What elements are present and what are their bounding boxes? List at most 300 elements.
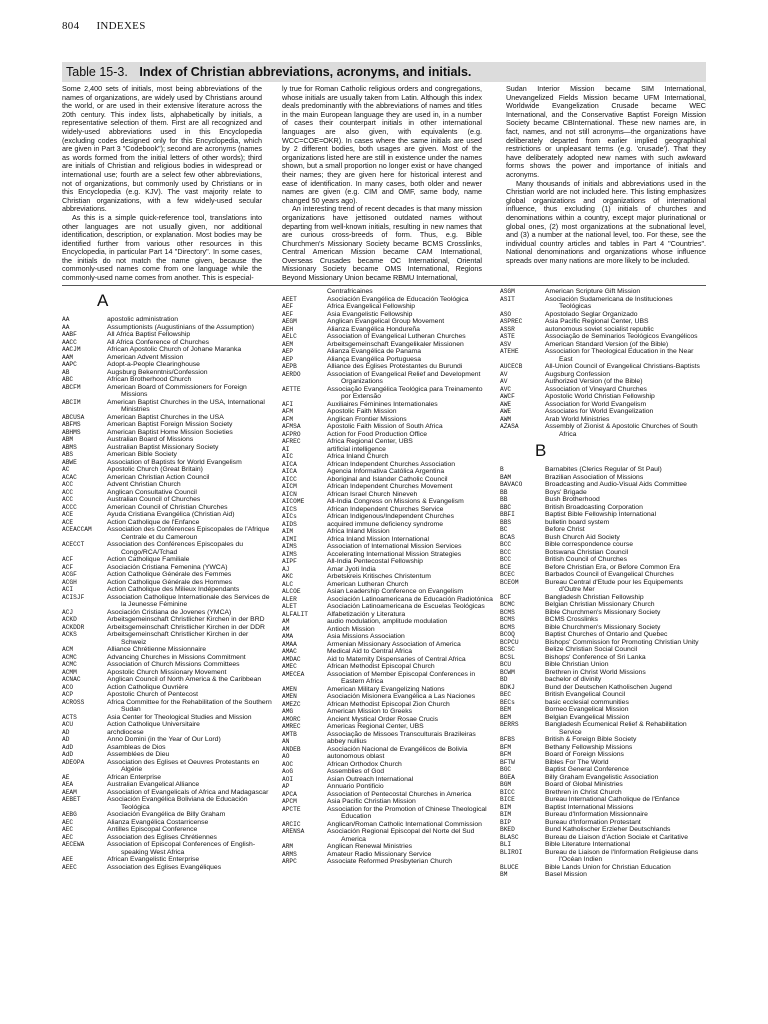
index-entry: [500, 541, 706, 549]
entry-abbreviation: AETTE: [282, 385, 301, 393]
index-entry: [282, 731, 494, 739]
entry-abbreviation: BFTW: [500, 758, 515, 766]
entry-abbreviation: AIPF: [282, 558, 297, 565]
entry-name: Africa Inland Mission: [327, 528, 390, 535]
entry-name: Action for Food Production Office: [327, 430, 427, 438]
index-entry: [62, 669, 272, 677]
entry-abbreviation: BBC: [500, 503, 512, 511]
entry-name: Apostolic Faith Mission: [327, 408, 397, 415]
index-entry: [282, 453, 494, 461]
entry-name: Africa Inland Church: [327, 453, 389, 460]
entry-abbreviation: AEA: [62, 781, 74, 788]
entry-abbreviation: ACP: [62, 691, 74, 698]
index-entry: [282, 723, 494, 731]
entry-name: Asociación Cristiana de Jovenes (YMCA): [107, 608, 232, 616]
index-entry: [282, 641, 494, 649]
entry-name: Brazilian Association of Missions: [545, 473, 644, 481]
entry-abbreviation: BLI: [500, 841, 512, 848]
entry-name: Bangladesh Ecumenical Relief & Rehabilitation Service: [545, 721, 687, 736]
entry-name: Alianza Evangélica Hondureña: [327, 325, 420, 333]
index-entry: [62, 751, 272, 759]
entry-abbreviation: ACAC: [62, 473, 77, 481]
entry-abbreviation: BLASC: [500, 833, 519, 841]
entry-abbreviation: ABM: [62, 436, 74, 443]
entry-abbreviation: AdD: [62, 751, 74, 758]
entry-abbreviation: AP: [282, 783, 290, 790]
index-entry: [282, 326, 494, 334]
entry-abbreviation: AEGM: [282, 318, 297, 325]
entry-abbreviation: AMEN: [282, 693, 297, 700]
index-column-2: [282, 288, 494, 866]
entry-abbreviation: ASIT: [500, 295, 515, 303]
index-entry: [62, 496, 272, 504]
index-entry: [500, 804, 706, 812]
entry-abbreviation: AZASA: [500, 423, 519, 430]
index-entry: [62, 361, 272, 369]
index-entry: [282, 648, 494, 656]
index-entry: [500, 714, 706, 722]
index-entry: [500, 341, 706, 349]
index-entry: [500, 834, 706, 842]
entry-abbreviation: AMTB: [282, 730, 297, 738]
index-entry: [282, 551, 494, 559]
intro-text: [62, 85, 706, 286]
entry-name: Association of Evangelicals of Africa and Madagascar: [107, 788, 269, 796]
index-entry: [282, 513, 494, 521]
entry-abbreviation: ABMS: [62, 443, 77, 451]
entry-name: Asia Missions Association: [327, 633, 405, 640]
entry-abbreviation: AMAC: [282, 648, 297, 655]
index-entry: [500, 699, 706, 707]
entry-abbreviation: AMAA: [282, 640, 297, 648]
index-entry: [500, 849, 706, 864]
entry-abbreviation: AICOME: [282, 498, 305, 505]
entry-name: British Council of Churches: [545, 556, 627, 563]
entry-name: abbey nullius: [327, 738, 367, 745]
index-entry: [500, 466, 706, 474]
entry-abbreviation: AN: [282, 738, 290, 745]
index-entry: [500, 796, 706, 804]
entry-name: Association des Conférences Episcopales du Congo/RCA/Tchad: [107, 541, 244, 556]
index-entry: [62, 451, 272, 459]
entry-name: American Lutheran Church: [327, 580, 409, 588]
entry-abbreviation: ABHMS: [62, 428, 81, 436]
index-entry: [500, 393, 706, 401]
index-entry: [500, 496, 706, 504]
entry-abbreviation: BCEC: [500, 571, 515, 578]
index-entry: [282, 791, 494, 799]
entry-abbreviation: AdD: [62, 743, 74, 751]
index-entry: [282, 783, 494, 791]
index-entry: [62, 811, 272, 819]
entry-abbreviation: AEC: [62, 826, 74, 833]
entry-abbreviation: AE: [62, 773, 70, 781]
entry-abbreviation: ABC: [62, 376, 74, 383]
entry-abbreviation: AFM: [282, 415, 294, 423]
entry-name: African Orthodox Church: [327, 760, 402, 768]
entry-abbreviation: APCA: [282, 790, 297, 798]
entry-name: American Scripture Gift Mission: [545, 288, 641, 295]
entry-abbreviation: BGM: [500, 781, 512, 788]
entry-abbreviation: ACEACCAM: [62, 526, 92, 533]
entry-name: Antioch Mission: [327, 625, 375, 633]
entry-name: Asociación Sudamericana de Instituciones Teológicas: [545, 295, 673, 310]
intro-paragraph: ly true for Roman Catholic religious orders and congregations, whose initials are usually taken from Latin. Although this index deals predominantly with the abbreviations of names and titles in the main European language they are used in, in a number of cases their counterpart initials in other international languages are also given, with equivalents (e.g. WCC=COE=OKR). In cases where the same initials are used by 2 different bodies, both usages are given. Most of the organizations listed here are still in existence under the names shown, but a small proportion no longer exist or have changed their names; they are given here for historical interest and ease of identification. In many cases, both older and newer names are given (e.g. CIM and OMF, same body, name changed 50 years ago).: [282, 84, 482, 205]
entry-name: American Standard Version (of the Bible): [545, 340, 669, 348]
entry-abbreviation: ARENSA: [282, 828, 305, 835]
intro-paragraph: An interesting trend of recent decades is that many mission organizations have jettisoned outdated names without departing from well-known initials, resulting in new names that are curious cross-breeds of form. Thus, e.g. Bible Churchmen's Missionary Society became BCMS Crosslinks, Central American Mission became CAM International, Overseas Crusades became OC International, Oriental Missionary Society became OMS International, Regions Beyond Missionary Union became RBMU International,: [282, 204, 482, 283]
entry-name: basic ecclesial communities: [545, 698, 629, 706]
entry-name: Belgian Evangelical Mission: [545, 713, 630, 721]
entry-name: Arbeitsgemeinschaft Christlicher Kirchen in der DDR: [107, 623, 265, 631]
entry-name: Anno Domini (in the Year of Our Lord): [107, 736, 221, 743]
index-entry: [62, 736, 272, 744]
index-entry: [62, 399, 272, 414]
entry-name: Association of Evangelical Relief and Development Organizations: [327, 370, 481, 385]
index-entry: [62, 429, 272, 437]
entry-name: Borneo Evangelical Mission: [545, 706, 629, 713]
entry-abbreviation: ABCFM: [62, 383, 81, 391]
entry-abbreviation: AICC: [282, 475, 297, 483]
entry-name: Brethren in Christ World Missions: [545, 668, 646, 676]
intro-paragraph: Many thousands of initials and abbreviations used in the Christian world are not included here. This listing emphasizes global organizations and organizations of international influence, thus excluding (1) initials of churches and denominations within a country, except major plurinational or global ones, (2) most organizations at the subnational level, and (3) a number at the national level, too. For these, see the individual country articles and tables in Part 4 "Countries". National denominations and organizations whose influence spreads over many nations are more likely to be included.: [506, 178, 706, 265]
index-entry: [500, 386, 706, 394]
entry-name: Bund der Deutschen Katholischen Jugend: [545, 683, 672, 691]
table-title: Index of Christian abbreviations, acronyms, and initials.: [139, 65, 472, 79]
entry-name: Africa Committee for the Rehabilitation of the Southern Sudan: [107, 698, 272, 713]
entry-abbreviation: AB: [62, 368, 70, 376]
index-entry: [62, 511, 272, 519]
entry-abbreviation: AVC: [500, 385, 512, 393]
index-entry: [282, 581, 494, 589]
entry-name: American Baptist Foreign Mission Society: [107, 421, 233, 428]
entry-name: Bureau Central d'Etude pour les Equipements d'Outre Mer: [545, 578, 684, 593]
index-entry: [500, 571, 706, 579]
index-entry: [500, 736, 706, 744]
entry-name: Asia Center for Theological Studies and Mission: [107, 713, 252, 721]
entry-name: American Christian Action Council: [107, 473, 210, 481]
entry-abbreviation: BKED: [500, 826, 515, 833]
index-entry: [282, 468, 494, 476]
entry-name: Antilles Episcopal Conference: [107, 826, 198, 833]
intro-column-2: [282, 85, 482, 283]
index-entry: [62, 474, 272, 482]
index-entry: [282, 746, 494, 754]
entry-name: Association des Eglises Chrétiennes: [107, 833, 217, 841]
index-entry: [62, 781, 272, 789]
entry-abbreviation: AEC: [62, 818, 74, 826]
entry-abbreviation: BLUCE: [500, 863, 519, 871]
entry-name: Asambleas de Dios: [107, 743, 166, 751]
index-entry: [282, 656, 494, 664]
entry-abbreviation: BCE: [500, 563, 512, 571]
index-entry: [282, 588, 494, 596]
entry-name: Association of Episcopal Conferences of English-speaking West Africa: [107, 841, 256, 856]
index-entry: [282, 296, 494, 304]
entry-name: Amar Jyoti India: [327, 565, 376, 573]
entry-abbreviation: AIMI: [282, 535, 297, 543]
index-entry: [500, 781, 706, 789]
entry-name: All-Union Council of Evangelical Christians-Baptists: [545, 363, 700, 370]
entry-name: American Military Evangelizing Nations: [327, 685, 445, 693]
entry-name: Apostolic Church Missionary Movement: [107, 668, 227, 676]
index-entry: [282, 461, 494, 469]
entry-name: Asia Pacific Regional Center, UBS: [545, 318, 649, 325]
intro-paragraph: Some 2,400 sets of initials, most being abbreviations of the names of organizations, are widely used by Christians around the world, or are used in their extensive literature across the 20th century. This index lists, alphabetically by initials, a representative selection of them. First are all recognized and widely-used abbreviations used in this Encyclopedia (excluding codes designed only for this Encyclopedia, which are given in Part 3 "Codebook"); second are acronyms (names as words formed from the initial letters of other words); third are initials of Christian and religious bodies in widespread or international use; fourth are a select few other abbreviations, not of organizations, but commonly used by Christians or in this Encyclopedia (e.g. KJV). The vast majority relate to Christian organizations, with a few widely-used secular abbreviations.: [62, 84, 262, 214]
entry-name: Board of Foreign Missions: [545, 751, 624, 758]
index-entry: [282, 768, 494, 776]
entry-name: Asia Evangelistic Fellowship: [327, 310, 413, 318]
index-entry: [62, 324, 272, 332]
index-entry: [282, 611, 494, 619]
entry-abbreviation: BIP: [500, 818, 512, 826]
entry-name: Amateur Radio Missionary Service: [327, 850, 432, 858]
entry-name: Anglican Council of North America & the Caribbean: [107, 676, 262, 683]
entry-abbreviation: BAVACO: [500, 481, 523, 488]
entry-abbreviation: BEM: [500, 713, 512, 721]
entry-name: Action Catholique des Milieux Indépendants: [107, 586, 240, 593]
entry-name: British & Foreign Bible Society: [545, 736, 637, 743]
index-entry: [500, 519, 706, 527]
entry-name: Basel Mission: [545, 871, 587, 878]
entry-name: Action Catholique Générale des Femmes: [107, 571, 232, 578]
index-entry: [500, 348, 706, 363]
entry-name: Apostolic Faith Mission of South Africa: [327, 423, 443, 430]
entry-name: bachelor of divinity: [545, 676, 602, 683]
section-letter: A: [97, 291, 109, 310]
entry-abbreviation: ASTE: [500, 333, 515, 340]
entry-abbreviation: BC: [500, 526, 508, 533]
entry-name: Arbeitsgemeinschaft Christlicher Kirchen in der Schweiz: [107, 631, 249, 646]
entry-abbreviation: ASO: [500, 310, 512, 318]
index-entry: [500, 579, 706, 594]
index-entry: [500, 489, 706, 497]
entry-abbreviation: BCSC: [500, 646, 515, 653]
entry-name: Association of Evangelical Lutheran Churches: [327, 333, 466, 340]
entry-name: African Apostolic Church of Johane Maranka: [107, 346, 242, 353]
index-entry: [62, 616, 272, 624]
entry-abbreviation: ABCIM: [62, 398, 81, 406]
entry-abbreviation: AEBET: [62, 796, 81, 803]
index-entry: [62, 346, 272, 354]
entry-abbreviation: APCTE: [282, 805, 301, 813]
entry-name: American Bible Society: [107, 451, 177, 458]
entry-abbreviation: BCMS: [500, 608, 515, 616]
index-entry: [282, 828, 494, 843]
entry-name: American Baptist Home Mission Societies: [107, 428, 233, 436]
index-entry: [500, 549, 706, 557]
entry-name: artificial intelligence: [327, 445, 386, 453]
entry-name: Apostolic World Christian Fellowship: [545, 393, 655, 400]
entry-name: Bible Churchmen's Missionary Society: [545, 608, 661, 616]
entry-name: Bund Katholischer Erzieher Deutschlands: [545, 826, 671, 833]
index-entry: [62, 504, 272, 512]
index-entry: [500, 616, 706, 624]
index-entry: [62, 841, 272, 856]
entry-name: Bible Churchmen's Missionary Society: [545, 623, 661, 631]
entry-abbreviation: AICA: [282, 460, 297, 468]
index-entry: [500, 789, 706, 797]
index-entry: [500, 654, 706, 662]
index-entry: [62, 436, 272, 444]
index-entry: [500, 333, 706, 341]
index-entry: [62, 676, 272, 684]
entry-abbreviation: AIMS: [282, 550, 297, 558]
entry-abbreviation: BCC: [500, 548, 512, 556]
entry-abbreviation: ACROSS: [62, 698, 85, 706]
entry-name: Bible correspondence course: [545, 541, 634, 548]
entry-name: Associação de Seminarios Teológicos Evangélicos: [545, 333, 698, 340]
index-entry: [62, 714, 272, 722]
entry-name: Action Catholique Générale des Hommes: [107, 578, 233, 586]
entry-name: British Broadcasting Corporation: [545, 503, 643, 511]
index-entry: [62, 856, 272, 864]
index-entry: [62, 376, 272, 384]
entry-abbreviation: BFM: [500, 743, 512, 751]
entry-name: Action Catholique Familiale: [107, 556, 190, 563]
entry-name: Bush Church Aid Society: [545, 533, 620, 541]
entry-abbreviation: ACMC: [62, 661, 77, 668]
index-entry: [500, 311, 706, 319]
index-entry: [282, 348, 494, 356]
entry-abbreviation: BFM: [500, 751, 512, 758]
index-entry: [62, 414, 272, 422]
entry-abbreviation: AMG: [282, 708, 294, 715]
entry-name: Baptist International Missions: [545, 803, 634, 811]
entry-name: All Africa Conference of Churches: [107, 338, 210, 346]
index-entry: [500, 408, 706, 416]
entry-name: Asociación Cristiana Femenina (YWCA): [107, 563, 228, 571]
entry-abbreviation: BCWM: [500, 668, 515, 676]
entry-name: Bureau d'Information Protestant: [545, 818, 641, 826]
index-entry: [500, 363, 706, 371]
entry-abbreviation: AICS: [282, 505, 297, 513]
entry-abbreviation: ARM: [282, 843, 294, 850]
index-entry: [282, 626, 494, 634]
entry-name: Association des Eglises Evangéliques: [107, 863, 222, 871]
entry-abbreviation: AJ: [282, 565, 290, 573]
entry-abbreviation: ANDEB: [282, 745, 301, 753]
index-entry: [500, 871, 706, 879]
index-entry: [500, 751, 706, 759]
entry-abbreviation: AWE: [500, 408, 512, 415]
entry-name: apostolic administration: [107, 316, 179, 323]
entry-abbreviation: [282, 288, 327, 296]
entry-abbreviation: BCAS: [500, 533, 515, 541]
index-entry: [282, 821, 494, 829]
entry-abbreviation: ARMS: [282, 850, 297, 858]
entry-name: Australian Council of Churches: [107, 496, 201, 503]
entry-name: Medical Aid to Central Africa: [327, 648, 413, 655]
index-entry: [282, 483, 494, 491]
index-entry: [62, 556, 272, 564]
index-entry: [282, 416, 494, 424]
index-entry: [62, 526, 272, 541]
index-entry: [282, 573, 494, 581]
entry-name: Association of Vineyard Churches: [545, 385, 647, 393]
entry-abbreviation: AFI: [282, 400, 294, 408]
index-entry: [62, 796, 272, 811]
entry-abbreviation: ACNAC: [62, 676, 81, 683]
entry-name: African Enterprise: [107, 773, 162, 781]
entry-abbreviation: ACF: [62, 563, 74, 571]
entry-abbreviation: AO: [282, 753, 290, 760]
index-entry: [62, 654, 272, 662]
index-entry: [282, 851, 494, 859]
entry-abbreviation: AICM: [282, 483, 297, 490]
table-label: Table 15-3.: [66, 65, 128, 79]
index-entry: [500, 556, 706, 564]
entry-name: Board of Global Ministries: [545, 781, 623, 788]
entry-name: Aid to Maternity Dispensaries of Central Africa: [327, 655, 466, 663]
entry-abbreviation: BCC: [500, 541, 512, 548]
index-entry: [282, 603, 494, 611]
entry-abbreviation: AD: [62, 728, 70, 736]
entry-abbreviation: AIC: [282, 453, 294, 460]
entry-abbreviation: BCEOM: [500, 578, 519, 586]
entry-abbreviation: ASV: [500, 340, 512, 348]
entry-name: Anglican Consultative Council: [107, 488, 197, 496]
entry-name: bulletin board system: [545, 518, 610, 526]
entry-name: archdiocese: [107, 728, 144, 736]
entry-name: Annuario Pontificio: [327, 783, 384, 790]
entry-name: American Baptist Churches in the USA, International Ministries: [107, 398, 265, 413]
index-entry: [282, 618, 494, 626]
entry-abbreviation: AEF: [282, 303, 294, 310]
index-entry: [282, 498, 494, 506]
entry-name: African Evangelistic Enterprise: [107, 856, 200, 863]
entry-name: African Indigenous/Independent Churches: [327, 513, 454, 520]
entry-name: Armenian Missionary Association of America: [327, 640, 461, 648]
entry-name: BCMS Crosslinks: [545, 616, 598, 623]
index-entry: [282, 333, 494, 341]
entry-name: Augsburg Bekenntnis/Confession: [107, 368, 208, 376]
entry-name: Arbetskreis Kritisches Christentum: [327, 573, 431, 580]
entry-abbreviation: ACC: [62, 481, 74, 488]
index-entry: [62, 774, 272, 782]
entry-abbreviation: AEH: [282, 325, 294, 333]
entry-name: Bible Christian Union: [545, 661, 609, 668]
entry-name: Bangladesh Christian Fellowship: [545, 593, 644, 601]
entry-abbreviation: AERDO: [282, 370, 301, 378]
index-entry: [62, 594, 272, 609]
index-entry: [282, 401, 494, 409]
index-column-3: [500, 288, 706, 879]
index-entry: [282, 798, 494, 806]
entry-name: Apostolic Church of Pentecost: [107, 691, 199, 698]
entry-abbreviation: AABF: [62, 331, 77, 338]
entry-name: Anglican Evangelical Group Movement: [327, 318, 445, 325]
entry-name: Association Catholique Internationale des Services de la Jeunesse Féminine: [107, 593, 270, 608]
index-entry: [500, 639, 706, 647]
entry-name: Arbeitsgemeinschaft Evangelikaler Missionen: [327, 340, 464, 348]
index-entry: [282, 521, 494, 529]
entry-abbreviation: ACISJF: [62, 593, 85, 601]
index-entry: [62, 586, 272, 594]
entry-abbreviation: BICC: [500, 788, 515, 796]
index-entry: [282, 386, 494, 401]
entry-abbreviation: AEE: [62, 856, 74, 863]
index-entry: [500, 841, 706, 849]
entry-abbreviation: ACTS: [62, 713, 77, 721]
entry-name: Belize Christian Social Council: [545, 646, 638, 653]
index-entry: [282, 671, 494, 686]
entry-abbreviation: BDKJ: [500, 683, 515, 691]
entry-abbreviation: BEC: [500, 691, 512, 698]
index-entry: [282, 738, 494, 746]
index-entry: [62, 819, 272, 827]
index-entry: [282, 303, 494, 311]
